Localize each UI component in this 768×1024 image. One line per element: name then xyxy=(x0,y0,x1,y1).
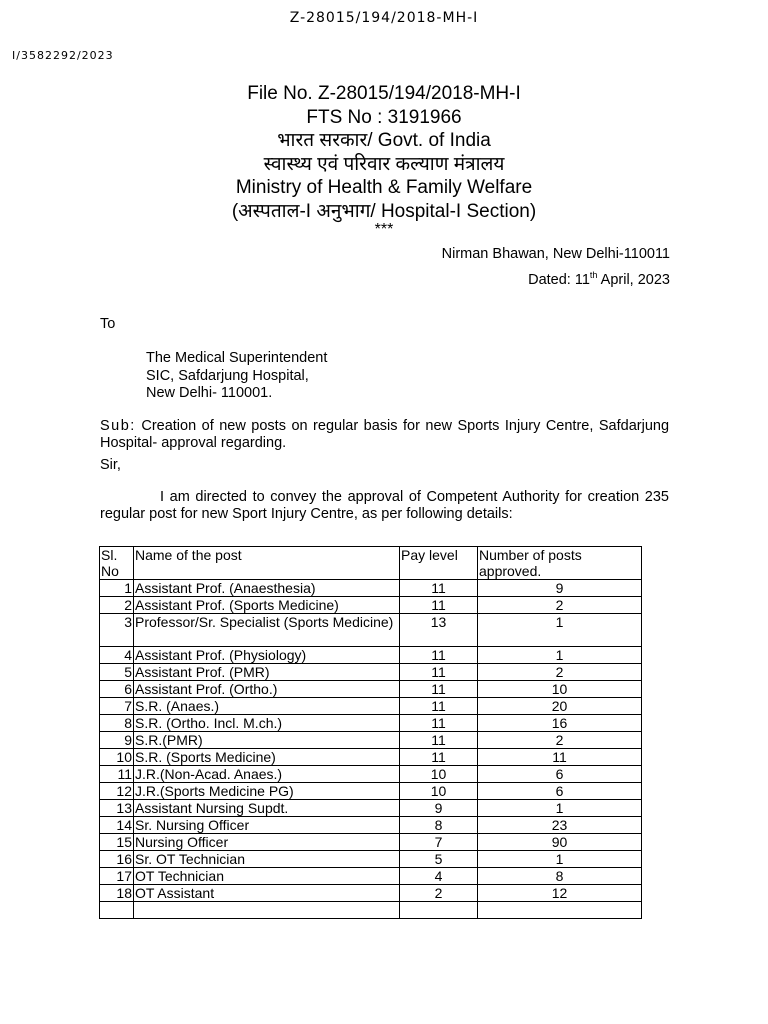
post-name-cell: Assistant Prof. (Sports Medicine) xyxy=(134,597,400,614)
header-number-of-posts: Number of posts approved. xyxy=(478,547,642,580)
table-row xyxy=(100,715,642,732)
posts-count-cell: 1 xyxy=(478,800,642,817)
posts-count-cell: 20 xyxy=(478,698,642,715)
post-name-cell: Assistant Prof. (PMR) xyxy=(134,664,400,681)
posts-count-cell: 1 xyxy=(478,851,642,868)
subject-text: Creation of new posts on regular basis for new Sports Injury Centre, Safdarjung Hospital- approval regarding. xyxy=(100,418,670,451)
sl-cell: 9 xyxy=(100,732,134,749)
table-row xyxy=(100,698,642,715)
date-line xyxy=(442,265,670,291)
post-name-cell: Assistant Prof. (Ortho.) xyxy=(134,681,400,698)
sl-cell: 5 xyxy=(100,664,134,681)
post-name-cell: J.R.(Non-Acad. Anaes.) xyxy=(134,766,400,783)
section-name: (अस्पताल-I अनुभाग/ Hospital-I Section) xyxy=(231,200,537,222)
pay-level-cell: 11 xyxy=(400,647,478,664)
pay-level-cell: 10 xyxy=(400,783,478,800)
date-prefix: Dated: 11 xyxy=(528,271,590,288)
post-name-cell: Sr. Nursing Officer xyxy=(134,817,400,834)
government-line: भारत सरकार/ Govt. of India xyxy=(277,130,491,151)
sl-cell: 11 xyxy=(100,766,134,783)
post-name-cell: OT Assistant xyxy=(134,885,400,902)
table-row xyxy=(100,614,642,647)
posts-count-cell: 90 xyxy=(478,834,642,851)
posts-count-cell: 2 xyxy=(478,664,642,681)
sl-cell: 7 xyxy=(100,698,134,715)
post-name-cell: S.R.(PMR) xyxy=(134,732,400,749)
table-row xyxy=(100,580,642,597)
pay-level-cell: 13 xyxy=(400,614,478,647)
date-suffix: April, 2023 xyxy=(597,271,670,288)
post-name-cell: Assistant Prof. (Physiology) xyxy=(134,647,400,664)
file-number: File No. Z-28015/194/2018-MH-I xyxy=(247,83,521,104)
pay-level-cell: 8 xyxy=(400,817,478,834)
post-name-cell: Assistant Nursing Supdt. xyxy=(134,800,400,817)
sl-cell: 8 xyxy=(100,715,134,732)
sl-cell: 18 xyxy=(100,885,134,902)
table-row xyxy=(100,868,642,885)
posts-count-cell: 16 xyxy=(478,715,642,732)
posts-count-cell: 2 xyxy=(478,732,642,749)
heading-stars: *** xyxy=(374,221,394,238)
post-name-cell: Nursing Officer xyxy=(134,834,400,851)
posts-table-body xyxy=(100,580,642,919)
posts-table xyxy=(99,546,642,919)
recipient-line: New Delhi- 110001. xyxy=(146,385,273,401)
post-name-cell: S.R. (Ortho. Incl. M.ch.) xyxy=(134,715,400,732)
continuation-cell xyxy=(478,902,642,919)
posts-count-cell: 9 xyxy=(478,580,642,597)
pay-level-cell: 11 xyxy=(400,749,478,766)
table-row xyxy=(100,817,642,834)
sl-cell: 12 xyxy=(100,783,134,800)
recipient-line: The Medical Superintendent xyxy=(146,350,328,366)
table-row xyxy=(100,834,642,851)
post-name-cell: S.R. (Sports Medicine) xyxy=(134,749,400,766)
sl-cell: 6 xyxy=(100,681,134,698)
place-line: Nirman Bhawan, New Delhi-110011 xyxy=(441,246,670,262)
posts-count-cell: 2 xyxy=(478,597,642,614)
ministry-name: Ministry of Health & Family Welfare xyxy=(235,177,533,198)
pay-level-cell: 2 xyxy=(400,885,478,902)
letter-heading xyxy=(0,82,768,237)
sl-cell: 2 xyxy=(100,597,134,614)
table-row xyxy=(100,851,642,868)
recipient-address xyxy=(146,350,327,403)
date-superscript: th xyxy=(589,270,598,280)
sl-cell: 1 xyxy=(100,580,134,597)
sl-cell: 16 xyxy=(100,851,134,868)
post-name-cell: Professor/Sr. Specialist (Sports Medicine) xyxy=(134,614,400,647)
posts-count-cell: 1 xyxy=(478,614,642,647)
posts-count-cell: 6 xyxy=(478,766,642,783)
posts-count-cell: 12 xyxy=(478,885,642,902)
table-header-row xyxy=(100,547,642,580)
table-row xyxy=(100,681,642,698)
sl-cell: 13 xyxy=(100,800,134,817)
table-row xyxy=(100,800,642,817)
continuation-cell xyxy=(400,902,478,919)
subject-line xyxy=(100,418,669,452)
table-row xyxy=(100,766,642,783)
pay-level-cell: 10 xyxy=(400,766,478,783)
ministry-hindi: स्वास्थ्य एवं परिवार कल्याण मंत्रालय xyxy=(263,153,505,175)
table-row xyxy=(100,732,642,749)
recipient-line: SIC, Safdarjung Hospital, xyxy=(146,367,309,384)
header-pay-level: Pay level xyxy=(400,547,478,580)
sl-cell: 10 xyxy=(100,749,134,766)
table-row xyxy=(100,885,642,902)
header-sl-no: Sl. No xyxy=(100,547,134,580)
table-row xyxy=(100,749,642,766)
table-row xyxy=(100,783,642,800)
sl-cell: 17 xyxy=(100,868,134,885)
continuation-cell xyxy=(100,902,134,919)
sl-cell: 4 xyxy=(100,647,134,664)
pay-level-cell: 11 xyxy=(400,732,478,749)
table-continuation-row xyxy=(100,902,642,919)
pay-level-cell: 4 xyxy=(400,868,478,885)
pay-level-cell: 11 xyxy=(400,715,478,732)
to-label: To xyxy=(100,316,116,332)
fts-number: FTS No : 3191966 xyxy=(306,106,462,128)
table-row xyxy=(100,664,642,681)
top-file-reference: Z-28015/194/2018-MH-I xyxy=(289,10,479,26)
pay-level-cell: 9 xyxy=(400,800,478,817)
salutation: Sir, xyxy=(100,457,121,473)
sl-cell: 3 xyxy=(100,614,134,647)
subject-label: Sub: xyxy=(100,418,136,434)
pay-level-cell: 11 xyxy=(400,664,478,681)
posts-count-cell: 10 xyxy=(478,681,642,698)
pay-level-cell: 11 xyxy=(400,681,478,698)
sl-cell: 15 xyxy=(100,834,134,851)
continuation-cell xyxy=(134,902,400,919)
body-paragraph: I am directed to convey the approval of Competent Authority for creation 235 regular post for new Sport Injury Centre, as per following details: xyxy=(100,489,669,522)
posts-count-cell: 1 xyxy=(478,647,642,664)
posts-count-cell: 6 xyxy=(478,783,642,800)
posts-count-cell: 8 xyxy=(478,868,642,885)
pay-level-cell: 5 xyxy=(400,851,478,868)
header-post-name: Name of the post xyxy=(134,547,400,580)
post-name-cell: OT Technician xyxy=(134,868,400,885)
address-block xyxy=(442,244,670,291)
post-name-cell: J.R.(Sports Medicine PG) xyxy=(134,783,400,800)
post-name-cell: Assistant Prof. (Anaesthesia) xyxy=(134,580,400,597)
pay-level-cell: 11 xyxy=(400,580,478,597)
pay-level-cell: 11 xyxy=(400,597,478,614)
table-row xyxy=(100,597,642,614)
posts-count-cell: 11 xyxy=(478,749,642,766)
posts-count-cell: 23 xyxy=(478,817,642,834)
post-name-cell: S.R. (Anaes.) xyxy=(134,698,400,715)
sl-cell: 14 xyxy=(100,817,134,834)
table-row xyxy=(100,647,642,664)
pay-level-cell: 7 xyxy=(400,834,478,851)
post-name-cell: Sr. OT Technician xyxy=(134,851,400,868)
pay-level-cell: 11 xyxy=(400,698,478,715)
side-reference-number: I/3582292/2023 xyxy=(12,49,114,62)
